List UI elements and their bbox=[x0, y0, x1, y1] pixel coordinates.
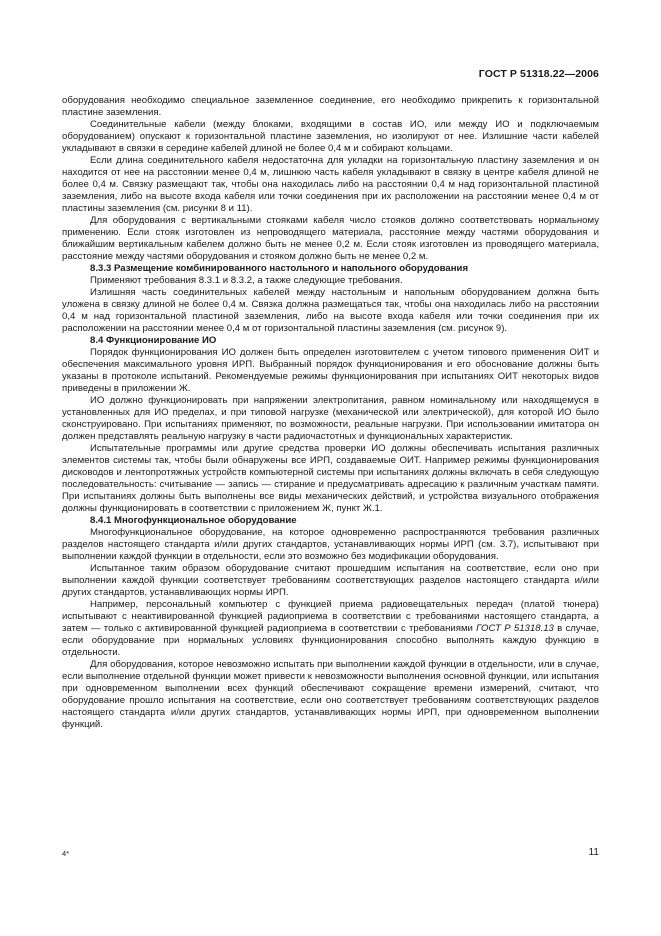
paragraph: Если длина соединительного кабеля недостаточна для укладки на горизонтальную пластину заземления и он находится от нее на расстоянии менее 0,4 м, лишнюю часть кабеля укладывают в связку в центре кабеля длиной не более 0,4 м. Связку размещают так, чтобы она находилась либо на расстоянии 0,4 м над горизонтальной пластиной заземления, либо на высоте входа кабеля или точки соединения при их расположении на расстоянии менее 0,4 м от пластины заземления (см. рисунки 8 и 11). bbox=[62, 155, 599, 214]
paragraph: Применяют требования 8.3.1 и 8.3.2, а также следующие требования. bbox=[90, 275, 403, 286]
section-heading: 8.4 Функционирование ИО bbox=[90, 335, 217, 346]
paragraph: Испытанное таким образом оборудование считают прошедшим испытания на соответствие, если оно при выполнении каждой функции соответствует требованиям соответствующих разделов настоящего стандарта и/или других стандартов, устанавливающих нормы ИРП. bbox=[62, 563, 599, 598]
paragraph-text: в случае, если оборудование при нормальных условиях функционирования способно выполнять каждую функцию в отдельности. bbox=[62, 623, 599, 658]
standard-reference: ГОСТ Р 51318.13 bbox=[476, 623, 554, 634]
paragraph: оборудования необходимо специальное заземленное соединение, его необходимо прикрепить к горизонтальной пластине заземления. bbox=[62, 95, 599, 118]
page-number: 11 bbox=[588, 847, 599, 858]
paragraph bbox=[62, 599, 599, 659]
paragraph: Для оборудования с вертикальными стояками кабеля число стояков должно соответствовать нормальному применению. Если стояк изготовлен из непроводящего материала, расстояние между частями оборудования и ближайшим вертикальным кабелем должно быть не менее 0,2 м. Если стояк изготовлен из проводящего материала, расстояние между частями оборудования и стояком должно быть не менее 0,2 м. bbox=[62, 215, 599, 262]
paragraph: Соединительные кабели (между блоками, входящими в состав ИО, или между ИО и подключаемым оборудованием) опускают к горизонтальной пластине заземления, но изолируют от нее. Излишние части кабелей укладывают в связки в середине кабелей длиной не более 0,4 м и собирают кольцами. bbox=[62, 119, 599, 154]
document-id: ГОСТ Р 51318.22—2006 bbox=[478, 68, 599, 80]
paragraph: Многофункциональное оборудование, на которое одновременно распространяются требования различных разделов настоящего стандарта и/или других стандартов, устанавливающих нормы ИРП (см. 3.7), испытывают при выполнении каждой функции в отдельности, если это возможно без модификации оборудования. bbox=[62, 527, 599, 562]
paragraph: ИО должно функционировать при напряжении электропитания, равном номинальному или находящемуся в установленных для ИО пределах, и при типовой нагрузке (механической или электрической), для которой ИО было сконструировано. При испытаниях применяют, по возможности, реальные нагрузки. При использовании имитатора он должен представлять реальную нагрузку в части радиочастотных и функциональных характеристик. bbox=[62, 395, 599, 442]
paragraph: Излишняя часть соединительных кабелей между настольным и напольным оборудованием должна быть уложена в связку длиной не более 0,4 м. Связка должна размещаться так, чтобы она находилась либо на расстоянии 0,4 м над горизонтальной пластиной заземления, либо на высоте входа кабеля или точки соединения при их расположении на расстоянии менее 0,4 м от горизонтальной пластины заземления (см. рисунок 9). bbox=[62, 287, 599, 334]
section-heading: 8.3.3 Размещение комбинированного настольного и напольного оборудования bbox=[90, 263, 469, 274]
paragraph-text: Например, персональный компьютер с функцией приема радиовещательных передач (платой тюнера) испытывают с неактивированной функцией радиоприема в соответствии с требованиями настоящего стандарта, а затем — только с активированной функцией радиоприема в соответствии с требованиями bbox=[62, 599, 599, 634]
sheet-mark: 4* bbox=[62, 849, 70, 858]
page-body bbox=[62, 95, 599, 731]
paragraph: Для оборудования, которое невозможно испытать при выполнении каждой функции в отдельности, или в случае, если выполнение отдельной функции может привести к невозможности выполнения основной функции, или испытания при одновременном выполнении всех функций обеспечивают сокращение времени измерений, считают, что оборудование прошло испытания на соответствие, если оно соответствует требованиям соответствующих разделов настоящего стандарта и/или других стандартов, устанавливающих нормы ИРП, при одновременном выполнении функций. bbox=[62, 659, 599, 730]
paragraph: Испытательные программы или другие средства проверки ИО должны обеспечивать испытания различных элементов системы так, чтобы были обнаружены все ИРП, создаваемые ОИТ. Например режимы функционирования дисководов и лентопротяжных устройств компьютерной системы при испытаниях должны включать в себя следующую последовательность: считывание — запись — стирание и предусматривать адресацию к различным участкам памяти. При испытаниях должны быть выполнены все виды механических действий, и устройства визуального отображения должны функционировать в соответствии с приложением Ж, пункт Ж.1. bbox=[62, 443, 599, 514]
paragraph: Порядок функционирования ИО должен быть определен изготовителем с учетом типового применения ОИТ и обеспечения максимального уровня ИРП. Выбранный порядок функционирования и его обоснование должны быть указаны в протоколе испытаний. Рекомендуемые режимы функционирования при испытаниях ОИТ некоторых видов приведены в приложении Ж. bbox=[62, 347, 599, 394]
section-heading: 8.4.1 Многофункциональное оборудование bbox=[90, 515, 297, 526]
